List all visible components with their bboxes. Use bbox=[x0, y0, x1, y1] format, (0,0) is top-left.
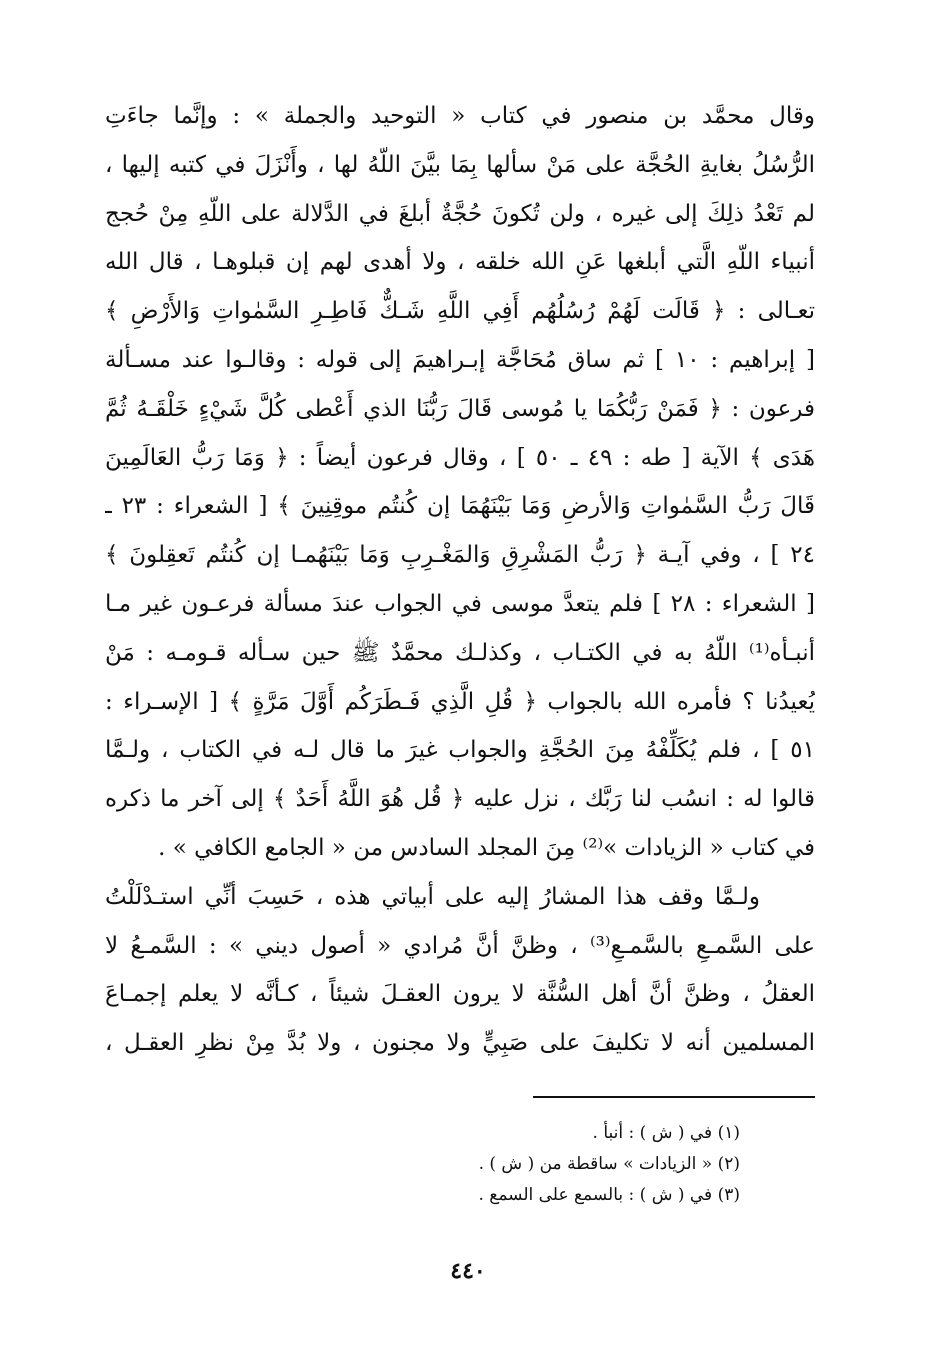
page-number: ٤٤٠ bbox=[450, 1258, 486, 1284]
text-line: أنبياء اللّهِ الَّتي أبلغها عَنِ الله خلقه ، ولا أهدى لهم إن قبلوهـا ، قال الله bbox=[105, 249, 815, 276]
text-line: المسلمين أنه لا تكليفَ على صَبِيٍّ ولا مجنون ، ولا بُدَّ مِنْ نظرِ العقـل ، bbox=[105, 1030, 815, 1057]
text-line: قالوا له : انسُب لنا رَبَّك ، نزل عليه ﴿ قُل هُوَ اللَّهُ أَحَدٌ ﴾ إلى آخر ما ذكره bbox=[105, 786, 815, 813]
text-line: الرُّسُلُ بغايةِ الحُجَّة على مَنْ سألها بِمَا بيَّنَ اللّهُ لها ، وأَنْزَلَ في كتبه إليها ، bbox=[105, 151, 815, 178]
text-line: [ الشعراء : ٢٨ ] فلم يتعدَّ موسى في الجواب عندَ مسألة فرعـون غير مـا bbox=[105, 590, 815, 617]
text-line: ٢٤ ] ، وفي آيـة ﴿ رَبُّ المَشْرِقِ وَالمَغْـرِبِ وَمَا بَيْنَهُمـا إن كُنتُم تَعقِلونَ ﴾ bbox=[105, 542, 815, 569]
paragraph-start-line: ولـمَّا وقف هذا المشارُ إليه على أبياتي هذه ، حَسِبَ أنِّي استـدْلَلْتُ bbox=[105, 883, 760, 910]
text-line: أنبـأه⁽¹⁾ اللّهُ به في الكتـاب ، وكذلـك محمَّدٌ ﷺ حين سـأله قـومـه : مَنْ bbox=[105, 639, 815, 666]
footnote-item: (٢) « الزيادات » ساقطة من ( ش ) . bbox=[478, 1154, 740, 1174]
text-line: تعـالى : ﴿ قَالَت لَهُمْ رُسُلُهُم أَفِي اللَّهِ شَـكٌّ فَاطِـرِ السَّمٰواتِ وَالأَرْضِ ﴾ bbox=[105, 298, 815, 325]
text-line: [ إبراهيم : ١٠ ] ثم ساق مُحَاجَّة إبـراهيمَ إلى قوله : وقالـوا عند مسـألة bbox=[105, 346, 815, 373]
text-line: وقال محمَّد بن منصور في كتاب « التوحيد والجملة » : وإنَّما جاءَتِ bbox=[105, 103, 815, 129]
text-line: العقلُ ، وظنَّ أنَّ أهل السُّنَّة لا يرون العقـلَ شيئاً ، كـأنَّه لا يعلم إجمـاعَ bbox=[105, 981, 815, 1008]
text-line: ٥١ ] ، فلم يُكَلِّفْهُ مِنَ الحُجَّةِ والجواب غيرَ ما قال لـه في الكتاب ، ولـمَّا bbox=[105, 737, 815, 764]
text-line: لم تَعْدُ ذلِكَ إلى غيره ، ولن تُكونَ حُجَّةٌ أبلغَ في الدَّلالة على اللّهِ مِنْ حُجج bbox=[105, 200, 815, 227]
main-text bbox=[105, 92, 815, 1068]
text-line: يُعيدُنا ؟ فأمره الله بالجواب ﴿ قُلِ الَّذِي فَـطَرَكُم أَوَّلَ مَرَّةٍ ﴾ [ الإسـراء : bbox=[105, 688, 815, 715]
footnote-item: (٣) في ( ش ) : بالسمع على السمع . bbox=[478, 1185, 740, 1205]
footnote-separator bbox=[533, 1096, 815, 1098]
text-line: فرعون : ﴿ فَمَنْ رَبُّكُمَا يا مُوسى قَالَ رَبُّنَا الذي أَعْطى كُلَّ شَيْءٍ خَلْقَـهُ ثُمَّ bbox=[105, 395, 815, 422]
footnote-item: (١) في ( ش ) : أنبأ . bbox=[592, 1123, 740, 1143]
text-line: على السَّمـعِ بالسَّمـعِ⁽³⁾ ، وظنَّ أنَّ مُرادي « أصول ديني » : السَّمـعُ لا bbox=[105, 932, 815, 959]
footnotes bbox=[300, 1118, 740, 1211]
text-line: قَالَ رَبُّ السَّمٰواتِ وَالأرضِ وَمَا بَيْنَهُمَا إن كُنتُم موقِنِينَ ﴾ [ الشعراء : ٢٣ ـ bbox=[105, 493, 815, 520]
paragraph-end-line: في كتاب « الزيادات »⁽²⁾ مِنَ المجلد السادس من « الجامع الكافي » . bbox=[158, 834, 815, 861]
text-line: هَدَى ﴾ الآية [ طه : ٤٩ ـ ٥٠ ] ، وقال فرعون أيضاً : ﴿ وَمَا رَبُّ العَالَمِينَ bbox=[105, 444, 815, 471]
